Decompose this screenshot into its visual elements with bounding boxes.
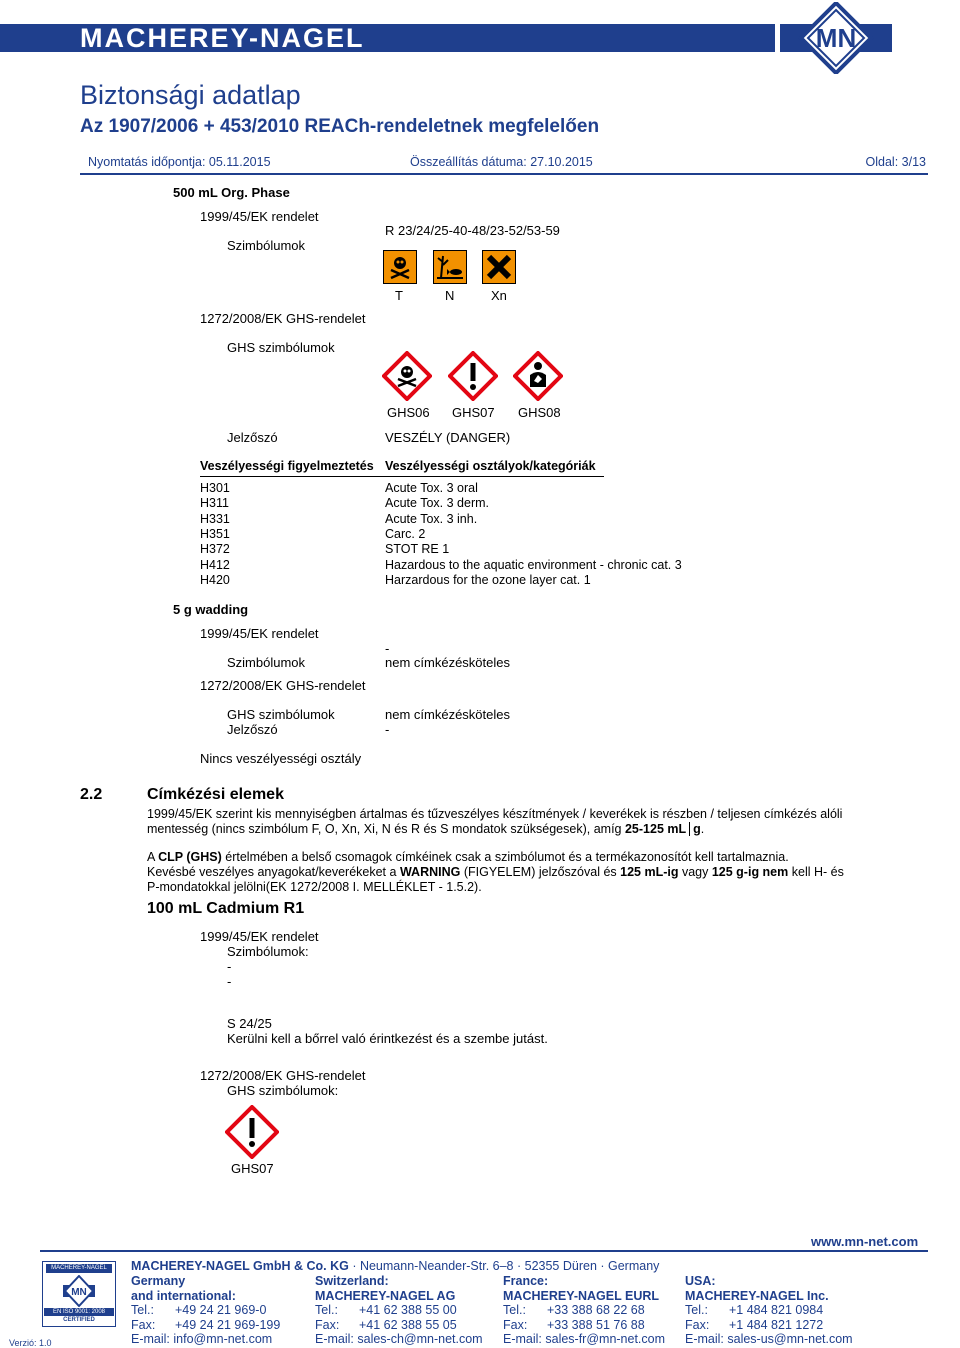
fax-number: +49 24 21 969-199 <box>175 1317 281 1332</box>
badge-logo-text: MN <box>71 1287 87 1298</box>
ghs-code-08: GHS08 <box>518 405 561 420</box>
ghs-symbols-label: GHS szimbólumok <box>227 340 335 355</box>
paragraph-1-unit: g <box>689 822 701 836</box>
p3-text-b: (FIGYELEM) jelzőszóval és <box>460 865 621 879</box>
symbol-code-t: T <box>395 288 403 303</box>
mn-logo-icon <box>780 2 892 74</box>
paragraph-1-text: mentesség (nincs szimbólum F, O, Xn, Xi, N és R és S mondatok szükségesek), amíg <box>147 822 625 836</box>
company-name: MACHEREY-NAGEL GmbH & Co. KG <box>131 1259 349 1273</box>
directive-label-2: 1999/45/EK rendelet <box>200 626 319 641</box>
contact-fax <box>685 1318 853 1333</box>
paragraph-1-amount: 25-125 mL <box>624 822 687 836</box>
fax-label: Fax: <box>315 1317 340 1332</box>
hazard-class: Acute Tox. 3 derm. <box>385 496 489 511</box>
ghs-code-07: GHS07 <box>452 405 495 420</box>
tel-number: +49 24 21 969-0 <box>175 1303 267 1317</box>
hazard-code: H412 <box>200 557 230 572</box>
hazard-code: H420 <box>200 572 230 587</box>
fax-label: Fax: <box>503 1317 528 1332</box>
symbols-label-3: Szimbólumok: <box>227 944 309 959</box>
hazard-class: Harzardous for the ozone layer cat. 1 <box>385 572 591 587</box>
contact-company: MACHEREY-NAGEL Inc. <box>685 1288 829 1303</box>
signal-word-label: Jelzőszó <box>227 430 278 445</box>
directive-label-3: 1999/45/EK rendelet <box>200 929 319 944</box>
version-label: Verzió: 1.0 <box>9 1338 52 1348</box>
badge-brand: MACHEREY-NAGEL <box>46 1264 112 1273</box>
ghs-symbols-label-2: GHS szimbólumok <box>227 707 335 722</box>
section-heading: Címkézési elemek <box>147 786 284 803</box>
ghs-regulation-label-3: 1272/2008/EK GHS-rendelet <box>200 1068 366 1083</box>
contact-email[interactable]: E-mail: sales-us@mn-net.com <box>685 1332 853 1346</box>
ghs-symbols-label-3: GHS szimbólumok: <box>227 1083 339 1098</box>
s-phrase-text: Kerülni kell a bőrrel való érintkezést és a szembe jutást. <box>227 1031 548 1046</box>
contact-fax <box>315 1318 483 1333</box>
p2-bold: CLP (GHS) <box>158 850 222 864</box>
contact-email[interactable]: E-mail: info@mn-net.com <box>131 1332 273 1346</box>
symbols-dash-b: - <box>227 974 232 989</box>
hazard-class: STOT RE 1 <box>385 542 450 557</box>
ghs-regulation-label-2: 1272/2008/EK GHS-rendelet <box>200 678 366 693</box>
contact-company: MACHEREY-NAGEL EURL <box>503 1288 660 1303</box>
badge-certified: CERTIFIED <box>63 1317 95 1323</box>
labelling-paragraph-2 <box>147 850 937 895</box>
symbols-value-2: nem címkézésköteles <box>385 655 510 670</box>
badge-iso: EN ISO 9001: 2008 <box>44 1308 114 1316</box>
environment-hazard-icon <box>433 250 467 284</box>
fax-number: +1 484 821 1272 <box>729 1317 824 1332</box>
ghs-code-07-2: GHS07 <box>231 1161 274 1176</box>
page-subtitle: Az 1907/2006 + 453/2010 REACh-rendeletnek megfelelően <box>80 116 600 137</box>
p3-bold-g: 125 g-ig nem <box>711 865 789 879</box>
symbol-code-n: N <box>445 288 455 303</box>
contact-column <box>503 1274 665 1347</box>
s-phrase-code: S 24/25 <box>227 1016 272 1031</box>
contact-tel <box>315 1303 483 1318</box>
product-name-3: 100 mL Cadmium R1 <box>147 900 305 917</box>
contact-tel <box>131 1303 280 1318</box>
contact-country: France: <box>503 1274 549 1288</box>
contact-company: MACHEREY-NAGEL AG <box>315 1288 456 1303</box>
fax-number: +33 388 51 76 88 <box>547 1317 645 1332</box>
ghs08-health-hazard-icon <box>513 351 563 401</box>
fax-number: +41 62 388 55 05 <box>359 1317 457 1332</box>
hazard-code: H301 <box>200 481 230 495</box>
tel-number: +41 62 388 55 00 <box>359 1303 457 1317</box>
logo-text: MN <box>815 23 857 53</box>
tel-label: Tel.: <box>685 1303 708 1317</box>
p3-text-c: vagy <box>678 865 712 879</box>
hazard-table-rule <box>200 476 604 477</box>
contact-country: Germany <box>131 1274 186 1288</box>
r-phrases: R 23/24/25-40-48/23-52/53-59 <box>385 223 560 238</box>
page-number: Oldal: 3/13 <box>865 155 926 169</box>
hazard-statement-header: Veszélyességi figyelmeztetés <box>200 459 374 473</box>
print-date: Nyomtatás időpontja: 05.11.2015 <box>88 155 271 169</box>
directive-label: 1999/45/EK rendelet <box>200 209 319 224</box>
directive-value-2: - <box>385 641 390 656</box>
ghs06-skull-icon <box>382 351 432 401</box>
hazard-code: H331 <box>200 511 230 526</box>
signal-word-2: - <box>385 722 390 737</box>
hazard-class: Acute Tox. 3 oral <box>385 481 478 495</box>
tel-label: Tel.: <box>315 1303 338 1317</box>
contact-fax <box>503 1318 665 1333</box>
product-name-2: 5 g wadding <box>173 602 249 617</box>
p3-text-a: Kevésbé veszélyes anyagokat/keverékeket a <box>147 865 400 879</box>
tel-label: Tel.: <box>131 1303 154 1317</box>
contact-tel <box>685 1303 853 1318</box>
tel-number: +33 388 68 22 68 <box>547 1303 645 1317</box>
iso-badge <box>42 1261 116 1327</box>
toxic-skull-icon <box>383 250 417 284</box>
ghs07-exclamation-icon <box>448 351 498 401</box>
symbols-dash-a: - <box>227 959 232 974</box>
footer-rule <box>40 1250 928 1252</box>
hazard-class: Hazardous to the aquatic environment - chronic cat. 3 <box>385 557 682 572</box>
signal-word: VESZÉLY (DANGER) <box>385 430 511 445</box>
no-hazard-class: Nincs veszélyességi osztály <box>200 751 362 766</box>
p2-text-a: A <box>147 850 159 864</box>
company-line <box>131 1259 659 1274</box>
hazard-class: Carc. 2 <box>385 526 426 541</box>
paragraph-2-line-3: P-mondatokkal jelölni(EK 1272/2008 I. MELLÉKLET - 1.5.2). <box>147 880 482 894</box>
company-address: · Neumann-Neander-Str. 6–8 · 52355 Düren · Germany <box>348 1259 660 1273</box>
contact-fax <box>131 1318 280 1333</box>
signal-word-label-2: Jelzőszó <box>227 722 278 737</box>
harmful-x-icon <box>482 250 516 284</box>
badge-mn-logo-icon <box>63 1275 95 1307</box>
compile-date: Összeállítás dátuma: 27.10.2015 <box>410 155 593 169</box>
page-title: Biztonsági adatlap <box>80 80 301 110</box>
tel-label: Tel.: <box>503 1303 526 1317</box>
p3-bold-ml: 125 mL-ig <box>620 865 679 879</box>
paragraph-1-end: . <box>700 822 705 836</box>
p3-bold-warning: WARNING <box>399 865 461 879</box>
contact-country: USA: <box>685 1274 716 1288</box>
header-divider <box>80 173 928 175</box>
p2-text-b: értelmében a belső csomagok címkéinek csak a szimbólumot és a termékazonosítót kell tartalmaznia. <box>221 850 789 864</box>
fax-label: Fax: <box>685 1317 710 1332</box>
paragraph-2-line-1 <box>147 850 937 865</box>
contact-company: and international: <box>131 1288 236 1303</box>
website[interactable]: www.mn-net.com <box>811 1234 919 1249</box>
contact-tel <box>503 1303 665 1318</box>
section-number: 2.2 <box>80 786 103 803</box>
contact-column <box>685 1274 853 1347</box>
product-name: 500 mL Org. Phase <box>173 185 290 200</box>
tel-number: +1 484 821 0984 <box>729 1303 824 1317</box>
ghs-regulation-label: 1272/2008/EK GHS-rendelet <box>200 311 366 326</box>
hazard-code: H311 <box>200 496 229 511</box>
paragraph-2-line-2 <box>147 865 937 880</box>
contact-email[interactable]: E-mail: sales-ch@mn-net.com <box>315 1332 483 1346</box>
symbol-code-xn: Xn <box>491 288 507 303</box>
paragraph-1-line-2 <box>147 822 927 837</box>
ghs-code-06: GHS06 <box>387 405 430 420</box>
contact-column <box>315 1274 483 1347</box>
ghs-symbols-value-2: nem címkézésköteles <box>385 707 510 722</box>
hazard-code: H351 <box>200 526 230 541</box>
hazard-class: Acute Tox. 3 inh. <box>385 511 478 526</box>
fax-label: Fax: <box>131 1317 156 1332</box>
ghs07-exclamation-icon-2 <box>225 1105 279 1159</box>
symbols-label: Szimbólumok <box>227 238 306 253</box>
p3-text-d: kell H- és <box>788 865 844 879</box>
paragraph-1-line-1: 1999/45/EK szerint kis mennyiségben ártalmas és tűzveszélyes készítmények / keverékek is részben / teljesen címkézés alóli <box>147 807 843 821</box>
contact-email[interactable]: E-mail: sales-fr@mn-net.com <box>503 1332 666 1346</box>
contact-column <box>131 1274 280 1347</box>
hazard-code: H372 <box>200 542 230 557</box>
brand-name: MACHEREY-NAGEL <box>80 23 365 53</box>
labelling-paragraph-1 <box>147 807 927 837</box>
contact-country: Switzerland: <box>315 1274 389 1288</box>
symbols-label-2: Szimbólumok <box>227 655 306 670</box>
print-info-line <box>88 155 926 173</box>
hazard-class-header: Veszélyességi osztályok/kategóriák <box>385 459 596 473</box>
